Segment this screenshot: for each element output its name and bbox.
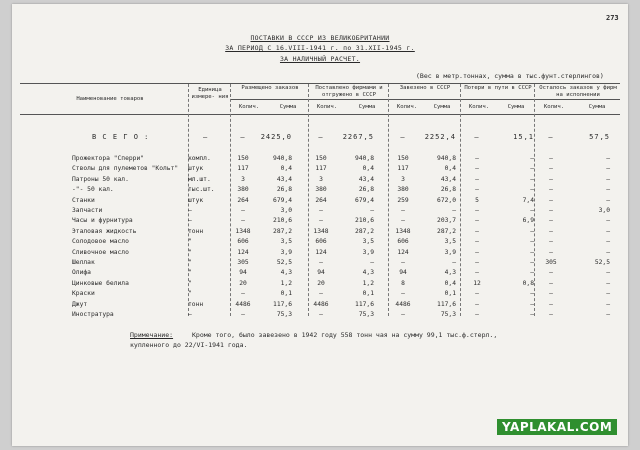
table-cell: – xyxy=(549,248,553,256)
row-unit: " xyxy=(188,238,192,246)
document-title-line2: ЗА ПЕРИОД С 16.VIII-1941 г. по 31.XII-1945 г. xyxy=(225,44,415,52)
table-cell: 75,3 xyxy=(276,311,292,318)
table-cell: – xyxy=(530,175,534,183)
table-header-rule xyxy=(20,114,620,115)
table-cell: 0,4 xyxy=(444,165,456,173)
row-unit: – xyxy=(188,207,192,214)
row-name: Цинковые белила xyxy=(72,279,129,287)
subheader-qty: Колич. xyxy=(396,104,418,110)
table-top-rule xyxy=(20,83,620,84)
units-note: (Вес в метр.тоннах, сумма в тыс.фунт.стерлингов) xyxy=(416,72,604,80)
table-cell: 20 xyxy=(239,279,247,287)
table-cell: – xyxy=(549,165,553,173)
table-cell: 12 xyxy=(473,279,481,287)
table-cell: – xyxy=(549,238,553,246)
table-cell: 150 xyxy=(315,155,327,162)
table-cell: – xyxy=(549,196,553,204)
table-cell: – xyxy=(452,259,456,266)
header-name: Наименование товаров xyxy=(76,96,144,102)
table-cell: – xyxy=(530,207,534,214)
table-cell: – xyxy=(475,227,479,235)
subheader-sum: Сумма xyxy=(588,104,606,110)
row-unit: – xyxy=(188,217,192,225)
row-name: Сливочное масло xyxy=(72,248,129,256)
table-cell: – xyxy=(549,186,553,194)
table-row xyxy=(20,165,620,176)
table-cell: 606 xyxy=(397,238,409,246)
table-cell: 0,1 xyxy=(444,290,456,298)
table-cell: 0,4 xyxy=(444,279,456,287)
document-page xyxy=(12,4,628,446)
table-cell: 117,6 xyxy=(355,300,374,308)
row-name: Стволы для пулеметов "Кольт" xyxy=(72,165,179,173)
header-losses: Потери в пути в СССР xyxy=(464,85,532,91)
table-cell: 117,6 xyxy=(437,300,456,308)
table-cell: 264 xyxy=(315,196,327,204)
table-cell: 259 xyxy=(397,196,409,204)
table-cell: – xyxy=(475,259,479,266)
table-cell: – xyxy=(606,186,610,194)
table-cell: 606 xyxy=(237,238,249,246)
table-cell: – xyxy=(530,248,534,256)
table-cell: 26,8 xyxy=(440,186,456,194)
table-cell: – xyxy=(475,300,479,308)
table-cell: 8 xyxy=(401,279,405,287)
total-cell: – xyxy=(318,133,324,141)
table-row xyxy=(20,259,620,270)
document-title-line3: ЗА НАЛИЧНЫЙ РАСЧЕТ. xyxy=(279,55,361,63)
table-cell: – xyxy=(241,290,245,298)
subheader-qty: Колич. xyxy=(316,104,338,110)
subheader-sum: Сумма xyxy=(358,104,376,110)
table-cell: 3 xyxy=(401,175,405,183)
table-row xyxy=(20,290,620,301)
table-cell: 124 xyxy=(397,248,409,256)
table-cell: 4486 xyxy=(235,300,251,308)
total-cell: 2425,0 xyxy=(260,133,292,141)
table-cell: – xyxy=(549,311,553,318)
table-cell: – xyxy=(606,269,610,277)
row-unit: " xyxy=(188,248,192,256)
table-row xyxy=(20,311,620,322)
table-cell: 0,8 xyxy=(522,279,534,287)
table-cell: – xyxy=(401,259,405,266)
row-unit: " xyxy=(188,290,192,298)
table-cell: – xyxy=(606,290,610,298)
header-unit: Единица измере- ния xyxy=(191,87,229,100)
table-cell: 5 xyxy=(475,196,479,204)
table-cell: – xyxy=(530,155,534,162)
table-cell: 150 xyxy=(397,155,409,162)
table-cell: – xyxy=(475,269,479,277)
note-line2: купленного до 22/VI-1941 года. xyxy=(130,341,248,349)
table-cell: – xyxy=(475,207,479,214)
row-unit: " xyxy=(188,259,192,266)
table-cell: – xyxy=(319,290,323,298)
table-cell: 94 xyxy=(317,269,325,277)
table-cell: 3,5 xyxy=(362,238,374,246)
table-cell: 6,9 xyxy=(522,217,534,225)
table-cell: – xyxy=(241,217,245,225)
table-cell: 43,4 xyxy=(276,175,292,183)
total-cell: 2252,4 xyxy=(424,133,456,141)
table-row xyxy=(20,197,620,208)
header-shipped: Поставлено фирмами и отгружено в СССР xyxy=(315,85,383,98)
total-cell: 15,1 xyxy=(513,133,534,141)
table-cell: 0,1 xyxy=(280,290,292,298)
table-cell: 150 xyxy=(237,155,249,162)
table-cell: 940,8 xyxy=(273,155,292,162)
table-cell: – xyxy=(475,248,479,256)
table-cell: – xyxy=(606,155,610,162)
table-cell: 264 xyxy=(237,196,249,204)
table-cell: – xyxy=(475,175,479,183)
row-name: Иностратура xyxy=(72,311,114,318)
table-cell: – xyxy=(606,238,610,246)
table-cell: – xyxy=(401,217,405,225)
table-cell: – xyxy=(549,300,553,308)
table-cell: – xyxy=(549,279,553,287)
table-cell: – xyxy=(475,311,479,318)
row-unit: мл.шт. xyxy=(188,175,211,183)
table-cell: 210,6 xyxy=(355,217,374,225)
row-unit: " xyxy=(188,279,192,287)
table-cell: 1,2 xyxy=(280,279,292,287)
table-cell: 1348 xyxy=(313,227,329,235)
watermark-logo: YAPLAKAL.COM xyxy=(497,419,617,435)
total-row xyxy=(20,133,620,144)
table-cell: – xyxy=(606,175,610,183)
table-cell: 3,0 xyxy=(598,207,610,214)
table-cell: – xyxy=(319,207,323,214)
table-cell: 7,4 xyxy=(522,196,534,204)
table-cell: – xyxy=(530,290,534,298)
table-cell: 43,4 xyxy=(440,175,456,183)
table-cell: – xyxy=(549,290,553,298)
table-cell: 3,0 xyxy=(280,207,292,214)
table-cell: 287,2 xyxy=(437,227,456,235)
table-cell: – xyxy=(530,300,534,308)
subheader-qty: Колич. xyxy=(238,104,260,110)
table-cell: 4486 xyxy=(313,300,329,308)
table-cell: – xyxy=(370,207,374,214)
total-cell: – xyxy=(240,133,246,141)
table-cell: 94 xyxy=(399,269,407,277)
total-cell: – xyxy=(400,133,406,141)
table-cell: – xyxy=(530,227,534,235)
table-cell: 124 xyxy=(237,248,249,256)
table-cell: 203,7 xyxy=(437,217,456,225)
header-delivered: Завезено в СССР xyxy=(399,85,451,91)
table-cell: 26,8 xyxy=(358,186,374,194)
table-cell: – xyxy=(530,311,534,318)
table-cell: – xyxy=(549,175,553,183)
table-cell: – xyxy=(606,217,610,225)
table-cell: 380 xyxy=(315,186,327,194)
total-cell: – xyxy=(548,133,554,141)
table-cell: 679,4 xyxy=(273,196,292,204)
subheader-sum: Сумма xyxy=(507,104,525,110)
table-cell: 3,9 xyxy=(280,248,292,256)
total-cell: – xyxy=(203,133,209,141)
table-cell: 117 xyxy=(237,165,249,173)
table-cell: 380 xyxy=(397,186,409,194)
table-cell: 75,3 xyxy=(440,311,456,318)
total-label: В С Е Г О : xyxy=(92,133,150,141)
subheader-qty: Колич. xyxy=(543,104,565,110)
table-cell: 679,4 xyxy=(355,196,374,204)
table-cell: 0,4 xyxy=(280,165,292,173)
row-unit: компл. xyxy=(188,155,211,162)
table-cell: – xyxy=(549,227,553,235)
table-cell: 117,6 xyxy=(273,300,292,308)
table-subheader-rule xyxy=(230,99,620,100)
row-name: Эталовая жидкость xyxy=(72,227,137,235)
table-cell: 287,2 xyxy=(355,227,374,235)
row-name: Солодовое масло xyxy=(72,238,129,246)
table-cell: – xyxy=(475,290,479,298)
table-cell: – xyxy=(530,186,534,194)
table-cell: – xyxy=(475,155,479,162)
table-cell: – xyxy=(549,269,553,277)
page-number: 273 xyxy=(606,14,619,22)
table-cell: 210,6 xyxy=(273,217,292,225)
table-cell: 3,9 xyxy=(444,248,456,256)
row-name: Шеллак xyxy=(72,259,95,266)
total-cell: 57,5 xyxy=(589,133,610,141)
row-unit: штук xyxy=(188,196,204,204)
table-cell: 3 xyxy=(319,175,323,183)
table-cell: – xyxy=(606,248,610,256)
table-cell: – xyxy=(401,290,405,298)
table-cell: 75,3 xyxy=(358,311,374,318)
table-row xyxy=(20,280,620,291)
table-cell: 940,8 xyxy=(437,155,456,162)
row-unit: – xyxy=(188,311,192,318)
table-cell: 1348 xyxy=(235,227,251,235)
table-cell: 305 xyxy=(237,259,249,266)
table-cell: – xyxy=(606,279,610,287)
header-remaining: Осталось заказов у фирм на исполнении xyxy=(539,85,617,98)
subheader-sum: Сумма xyxy=(433,104,451,110)
table-cell: 3,5 xyxy=(444,238,456,246)
table-cell: – xyxy=(530,165,534,173)
row-name: Краски xyxy=(72,290,95,298)
table-cell: 117 xyxy=(397,165,409,173)
table-row xyxy=(20,217,620,228)
table-cell: 672,0 xyxy=(437,196,456,204)
table-cell: – xyxy=(401,311,405,318)
table-row xyxy=(20,155,620,166)
table-cell: 1,2 xyxy=(362,279,374,287)
table-cell: – xyxy=(530,269,534,277)
table-cell: 124 xyxy=(315,248,327,256)
table-cell: – xyxy=(606,165,610,173)
document-title-line1: ПОСТАВКИ В СССР ИЗ ВЕЛИКОБРИТАНИИ xyxy=(250,34,390,42)
table-cell: 94 xyxy=(239,269,247,277)
table-cell: – xyxy=(319,259,323,266)
table-cell: 3 xyxy=(241,175,245,183)
row-unit: тыс.шт. xyxy=(188,186,215,194)
row-name: Часы и фурнитура xyxy=(72,217,133,225)
table-cell: 52,5 xyxy=(594,259,610,266)
table-cell: – xyxy=(319,311,323,318)
table-cell: – xyxy=(606,196,610,204)
table-cell: – xyxy=(549,217,553,225)
row-unit: тонн xyxy=(188,300,204,308)
table-cell: 4486 xyxy=(395,300,411,308)
table-row xyxy=(20,238,620,249)
table-row xyxy=(20,301,620,312)
table-row xyxy=(20,186,620,197)
table-cell: – xyxy=(475,238,479,246)
row-name: Станки xyxy=(72,196,95,204)
table-row xyxy=(20,228,620,239)
table-cell: 305 xyxy=(545,259,557,266)
table-cell: – xyxy=(401,207,405,214)
header-ordered: Размещено заказов xyxy=(241,85,299,91)
row-name: Олифа xyxy=(72,269,91,277)
row-unit: штук xyxy=(188,165,204,173)
table-cell: 606 xyxy=(315,238,327,246)
row-name: Запчасти xyxy=(72,207,103,214)
table-cell: – xyxy=(549,207,553,214)
table-cell: 3,9 xyxy=(362,248,374,256)
table-cell: 0,1 xyxy=(362,290,374,298)
table-cell: – xyxy=(241,207,245,214)
table-cell: – xyxy=(549,155,553,162)
table-cell: – xyxy=(370,259,374,266)
table-cell: 52,5 xyxy=(276,259,292,266)
table-cell: – xyxy=(606,300,610,308)
table-cell: – xyxy=(475,186,479,194)
table-cell: – xyxy=(241,311,245,318)
subheader-qty: Колич. xyxy=(468,104,490,110)
table-cell: 43,4 xyxy=(358,175,374,183)
table-cell: 4,3 xyxy=(362,269,374,277)
table-cell: – xyxy=(530,259,534,266)
table-cell: 4,3 xyxy=(444,269,456,277)
table-cell: – xyxy=(606,311,610,318)
table-cell: 1348 xyxy=(395,227,411,235)
row-name: Джут xyxy=(72,300,88,308)
table-row xyxy=(20,176,620,187)
subheader-sum: Сумма xyxy=(279,104,297,110)
table-cell: 287,2 xyxy=(273,227,292,235)
row-name: -"- 50 кал. xyxy=(72,186,114,194)
table-cell: 380 xyxy=(237,186,249,194)
table-cell: – xyxy=(530,238,534,246)
table-cell: 117 xyxy=(315,165,327,173)
table-cell: 940,8 xyxy=(355,155,374,162)
row-unit: " xyxy=(188,269,192,277)
table-cell: 26,8 xyxy=(276,186,292,194)
total-cell: – xyxy=(474,133,480,141)
table-cell: 4,3 xyxy=(280,269,292,277)
table-cell: 0,4 xyxy=(362,165,374,173)
table-cell: – xyxy=(606,227,610,235)
table-cell: – xyxy=(319,217,323,225)
table-cell: 20 xyxy=(317,279,325,287)
table-cell: 3,5 xyxy=(280,238,292,246)
total-cell: 2267,5 xyxy=(342,133,374,141)
row-unit: тонн xyxy=(188,227,204,235)
note-line1: Кроме того, было завезено в 1942 году 558 тонн чая на сумму 99,1 тыс.ф.стерл., xyxy=(192,331,498,339)
table-cell: – xyxy=(475,165,479,173)
table-cell: – xyxy=(475,217,479,225)
note-label: Примечание: xyxy=(130,331,174,339)
table-cell: – xyxy=(452,207,456,214)
table-row xyxy=(20,269,620,280)
row-name: Прожектора "Сперри" xyxy=(72,155,145,162)
row-name: Патроны 50 кал. xyxy=(72,175,129,183)
table-row xyxy=(20,249,620,260)
